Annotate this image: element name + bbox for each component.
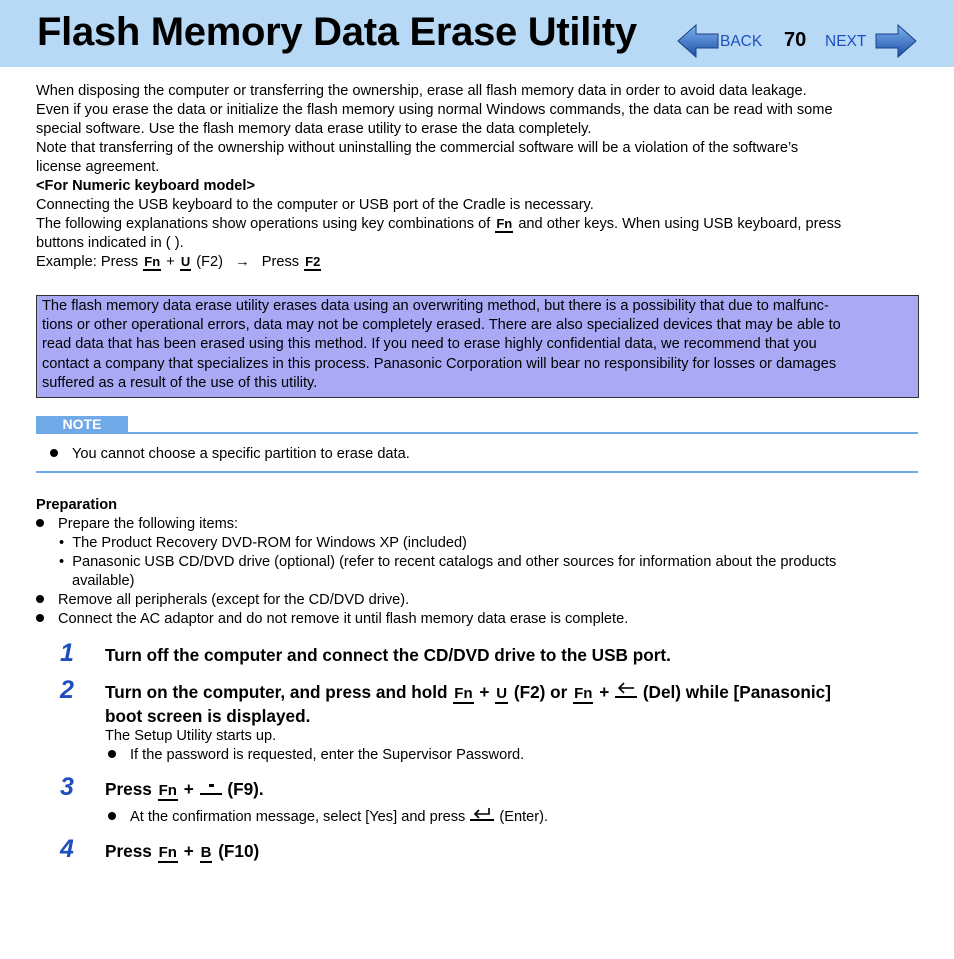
arrow-right-icon: → xyxy=(235,254,250,270)
fn-key-icon: Fn xyxy=(158,844,177,861)
step-bullet-text: (Enter). xyxy=(499,809,549,825)
bullet-icon xyxy=(50,449,58,457)
intro-paragraph: Even if you erase the data or initialize the flash memory using normal Windows commands, the data can be read with some xyxy=(36,102,833,118)
step-text-part: Press xyxy=(105,841,152,861)
list-text: The Product Recovery DVD-ROM for Windows XP (included) xyxy=(72,535,467,551)
intro-text: and other keys. When using USB keyboard, press xyxy=(518,216,842,232)
sub-list-item xyxy=(36,553,918,572)
intro-text: The following explanations show operations using key combinations of xyxy=(36,216,491,232)
next-arrow-icon[interactable] xyxy=(874,22,918,60)
f2-key-icon: F2 xyxy=(305,254,321,269)
plus-sign: + xyxy=(183,841,194,861)
bullet-icon xyxy=(36,614,44,622)
fn-key-icon: Fn xyxy=(496,216,513,231)
bullet-icon xyxy=(108,750,116,758)
u-key-icon: U xyxy=(496,685,508,702)
sub-list-item xyxy=(36,534,918,553)
back-button[interactable] xyxy=(676,22,762,60)
intro-paragraph: license agreement. xyxy=(36,159,160,175)
u-key-icon: U xyxy=(180,254,191,269)
preparation-section xyxy=(36,496,918,629)
intro-paragraph: special software. Use the flash memory data erase utility to erase the data completely. xyxy=(36,121,592,137)
page-header xyxy=(0,0,954,67)
bullet-icon xyxy=(36,519,44,527)
step-number: 1 xyxy=(60,639,74,667)
step-number: 2 xyxy=(60,676,74,704)
plus-sign: + xyxy=(166,254,175,270)
intro-paragraph: Note that transferring of the ownership without uninstalling the commercial software will be a violation of the software’s xyxy=(36,140,799,156)
list-text: Panasonic USB CD/DVD drive (optional) (refer to recent catalogs and other sources for information about the products xyxy=(72,554,837,570)
note-text: You cannot choose a specific partition to erase data. xyxy=(72,446,410,462)
fn-key-icon: Fn xyxy=(144,254,161,269)
intro-paragraph: buttons indicated in ( ). xyxy=(36,235,184,251)
fn-key-icon: Fn xyxy=(454,685,473,702)
next-button[interactable] xyxy=(825,22,918,60)
step-text xyxy=(105,839,910,863)
page-title: Flash Memory Data Erase Utility xyxy=(37,10,637,54)
note-item xyxy=(50,445,410,464)
next-label[interactable]: NEXT xyxy=(825,32,867,50)
list-item xyxy=(36,591,918,610)
example-text: Example: Press xyxy=(36,254,139,270)
intro-paragraph xyxy=(36,215,920,234)
step-text-part: Press xyxy=(105,779,152,799)
step-number: 4 xyxy=(60,835,74,863)
back-arrow-icon[interactable] xyxy=(676,22,720,60)
step-text-part: (Del) while [Panasonic] xyxy=(642,682,831,702)
step-text: boot screen is displayed. xyxy=(105,706,311,726)
plus-sign: + xyxy=(183,779,194,799)
plus-sign: + xyxy=(479,682,490,702)
step-text: Turn off the computer and connect the CD/DVD drive to the USB port. xyxy=(105,645,671,665)
warning-line: The flash memory data erase utility erases data using an overwriting method, but there is a possibility that due to malfunc- xyxy=(42,298,829,314)
list-text: Connect the AC adaptor and do not remove it until flash memory data erase is complete. xyxy=(58,611,629,627)
step-text-part: (F2) or xyxy=(513,682,568,702)
warning-line: contact a company that specializes in this process. Panasonic Corporation will bear no responsibility for losses or damages xyxy=(42,355,837,372)
note-divider xyxy=(36,432,918,434)
intro-section xyxy=(36,82,920,272)
warning-line: read data that has been erased using this method. If you need to erase highly confidential data, we recommend that you xyxy=(42,336,817,353)
intro-paragraph: When disposing the computer or transferring the ownership, erase all flash memory data in order to avoid data leakage. xyxy=(36,83,807,99)
example-text: (F2) xyxy=(196,254,224,270)
step-text xyxy=(105,777,910,801)
fn-key-icon: Fn xyxy=(574,685,593,702)
step-text-part: (F10) xyxy=(218,841,260,861)
enter-key-icon xyxy=(470,805,494,821)
list-text: Remove all peripherals (except for the CD/DVD drive). xyxy=(58,592,410,608)
page-number: 70 xyxy=(784,29,807,51)
step-text-part: Turn on the computer, and press and hold xyxy=(105,682,448,702)
step-bullet xyxy=(108,805,913,827)
backspace-key-icon xyxy=(615,680,637,698)
model-heading: <For Numeric keyboard model> xyxy=(36,178,255,194)
warning-line: suffered as a result of the use of this utility. xyxy=(42,374,318,391)
plus-sign: + xyxy=(599,682,610,702)
step-number: 3 xyxy=(60,773,74,801)
step-bullet xyxy=(108,746,913,765)
bullet-icon xyxy=(36,595,44,603)
intro-paragraph: Connecting the USB keyboard to the computer or USB port of the Cradle is necessary. xyxy=(36,197,594,213)
warning-line: tions or other operational errors, data may not be completely erased. There are also specialized devices that may be able to xyxy=(42,317,841,334)
b-key-icon: B xyxy=(200,844,212,861)
sub-bullet-icon: • xyxy=(59,554,65,570)
back-label[interactable]: BACK xyxy=(720,32,763,50)
sub-bullet-icon: • xyxy=(59,535,65,551)
list-item xyxy=(36,515,918,534)
list-item xyxy=(36,610,918,629)
step-text xyxy=(105,680,910,704)
step-bullet-text: At the confirmation message, select [Yes] and press xyxy=(130,809,466,825)
fn-key-icon: Fn xyxy=(158,782,177,799)
warning-box xyxy=(36,295,919,398)
preparation-heading: Preparation xyxy=(36,497,118,513)
list-text: Prepare the following items: xyxy=(58,516,239,532)
step-bullet-text: If the password is requested, enter the Supervisor Password. xyxy=(130,747,525,763)
bullet-icon xyxy=(108,812,116,820)
minus-key-icon xyxy=(200,777,222,795)
note-tag: NOTE xyxy=(36,416,128,433)
step-subtext: The Setup Utility starts up. xyxy=(105,728,277,744)
sub-list-continuation: available) xyxy=(72,573,135,589)
step-text-part: (F9). xyxy=(227,779,264,799)
example-line xyxy=(36,253,920,272)
note-divider xyxy=(36,471,918,473)
example-text: Press xyxy=(261,254,300,270)
